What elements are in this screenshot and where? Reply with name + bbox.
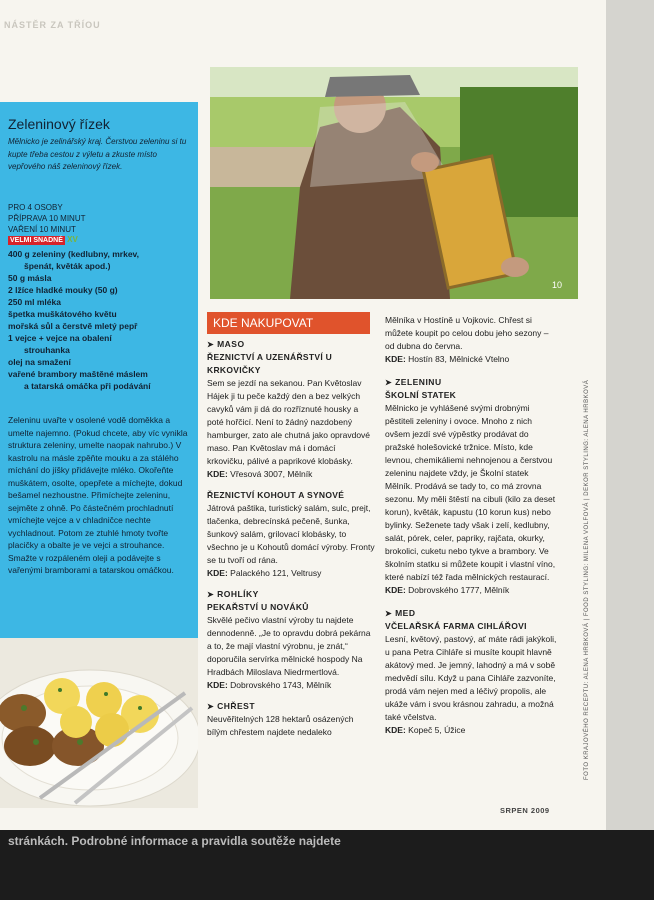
ingredient: 400 g zeleniny (kedlubny, mrkev, (8, 249, 140, 259)
shop-name: PEKAŘSTVÍ U NOVÁKŮ (207, 602, 309, 612)
arrow-icon: ➤ (207, 590, 215, 599)
page-header-ghost: NÁSTĚR ZA TŘÍOU (4, 20, 101, 30)
ingredient: 1 vejce + vejce na obalení (8, 333, 112, 343)
ingredient: a tatarská omáčka při podávání (24, 381, 151, 391)
shop-address: KDE: Palackého 121, Veltrusy (207, 568, 322, 578)
ingredient: olej na smažení (8, 357, 71, 367)
arrow-icon: ➤ (385, 378, 393, 387)
shop-text: Lesní, květový, pastový, ať máte rádi jakýkoli, u pana Petra Cihláře si musíte koupit hlavně akátový med. Je jemný, lahodný a má v sobě medvědí sílu. Když u pana Cihláře zazvoníte, prodá vám nejen med a léčivý propolis, ale ukáže vám i svou krásnou zahradu, a možná také včelstva. (385, 634, 557, 722)
recipe-procedure: Zeleninu uvařte v osolené vodě doměkka a umelte najemno. (Pokud chcete, aby víc vynikla struktura zeleniny, umelte naopak nahrubo.) V kastrolu na másle zpěňte mouku a za stálého míchání do jíšky přidávejte mléko. Okořeňte muškátem, osolte, opepřete a míchejte, dokud bešamel nezhoustne. Přimíchejte zeleninu, sejměte z ohně. Po částečném prochladnutí vmíchejte vejce a v chladničce nechte vychladnout. Potom ze ztuhlé hmoty tvořte placičky a obalte je ve vejci a strouhance. Smažte v rozpáleném oleji a podávejte s vařenými bramborami a tatarskou omáčkou. (8, 415, 188, 575)
shop-name: ŠKOLNÍ STATEK (385, 390, 457, 400)
shop-text: Sem se jezdí na sekanou. Pan Květoslav Hájek ji tu peče každý den a bez velkých cavyků vám ji dá do rozříznuté housky a poté hořčicí. Není to žádný nazdobený hamburger, zato ale chutná jako opravdové maso. Pan Květoslav má i domácí krkovičku, pálivé a paprikové klobásky. (207, 378, 371, 466)
shop-name: ŘEZNICTVÍ KOHOUT A SYNOVÉ (207, 490, 345, 500)
shop-text: Mělníka v Hostíně u Vojkovic. Chřest si můžete koupit po celou dobu jeho sezony – od dubna do června. (385, 315, 549, 351)
recipe-meta (8, 202, 86, 235)
category-heading: ➤ CHŘEST (207, 701, 256, 711)
shopping-column-right (385, 314, 557, 739)
category-heading: ➤ ROHLÍKY (207, 589, 259, 599)
cook-time: VAŘENÍ 10 MINUT (8, 225, 76, 234)
recipe-title: Zeleninový řízek (8, 116, 110, 132)
shop-name: ŘEZNICTVÍ A UZENÁŘSTVÍ U KRKOVIČKY (207, 352, 333, 375)
ingredient: 250 ml mléka (8, 297, 61, 307)
shop-address: KDE: Hostín 83, Mělnické Vtelno (385, 354, 510, 364)
photo-credits: FOTO KRAJOVÉHO RECEPTU: ALENA HRBKOVÁ | FOOD STYLING: MILENA VOLFOVÁ | DEKOR STYLING: ALENA HRBKOVÁ (584, 379, 590, 780)
ingredient: strouhanka (24, 345, 70, 355)
issue-footer: SRPEN 2009 (500, 806, 550, 815)
arrow-icon: ➤ (207, 702, 215, 711)
shop-text: Neuvěřitelných 128 hektarů osázených bílým chřestem najdete nedaleko (207, 714, 354, 737)
next-page-text: stránkách. Podrobné informace a pravidla soutěže najdete (8, 834, 341, 848)
photo-number: 10 (552, 280, 563, 290)
ingredient: mořská sůl a čerstvě mletý pepř (8, 321, 138, 331)
next-page-strip (0, 830, 654, 900)
ingredient: 2 lžíce hladké mouky (50 g) (8, 285, 118, 295)
shop-text: Skvělé pečivo vlastní výroby tu najdete dennodenně. „Je to opravdu dobrá pekárna a to, že mají vlastní výrobnu, je znát,“ doporučila servírka mělnické hospody Na Hradbách Miloslava Niedrmertlová. (207, 615, 371, 677)
difficulty (8, 235, 78, 244)
food-photo (0, 638, 198, 808)
adjacent-page-edge (606, 0, 654, 830)
recipe-box (0, 102, 198, 640)
shopping-column-middle (207, 338, 375, 739)
arrow-icon: ➤ (207, 340, 215, 349)
category-heading: ➤ MED (385, 608, 416, 618)
shop-address: KDE: Vřesová 3007, Mělník (207, 469, 313, 479)
shopping-banner (207, 312, 370, 334)
recipe-intro: Mělnicko je zelinářský kraj. Čerstvou zeleninu si tu kupte třeba cestou z výletu a zkuste místo vepřového náš zeleninový řízek. (8, 137, 187, 171)
shop-text: Játrová paštika, turistický salám, sulc, prejt, tlačenka, debrecínská pečeně, šunka, šunkový salám, grilovací klobásky, to všechno je u Kohoutů domácí výroby. Fronty se tu tvoří od rána. (207, 503, 375, 565)
ingredient: vařené brambory maštěné máslem (8, 369, 148, 379)
difficulty-marks: XV (67, 235, 78, 244)
difficulty-badge: VELMI SNADNÉ (10, 237, 63, 244)
ingredients-list (8, 248, 196, 392)
shop-address: KDE: Kopeč 5, Úžice (385, 725, 466, 735)
ingredient: špenát, květák apod.) (24, 261, 111, 271)
category-heading: ➤ ZELENINU (385, 377, 442, 387)
prep-time: PŘÍPRAVA 10 MINUT (8, 214, 86, 223)
ingredient: 50 g másla (8, 273, 52, 283)
shop-name: VČELAŘSKÁ FARMA CIHLÁŘOVI (385, 621, 527, 631)
servings: PRO 4 OSOBY (8, 203, 63, 212)
arrow-icon: ➤ (385, 609, 393, 618)
shop-address: KDE: Dobrovského 1743, Mělník (207, 680, 332, 690)
shop-text: Mělnicko je vyhlášené svými drobnými pěstiteli zeleniny i ovoce. Mnoho z nich ovšem jezdí své výpěstky prodávat do pražské holešovické tržnice. Místo, kde levnou, chemikáliemi nehnojenou a čerstvou zeleninu najdete vždy, je Školní statek Mělník. Prodává se tady to, co má zrovna sezonu. My měli štěstí na cibuli (kilo za deset korun), květák, kapustu (10 korun kus) nebo bylinky. Seženete tady však i zelí, kedlubny, salát, pórek, celer, papriky, rajčata, okurky, brokolici, cuketu nebo tykve a brambory. Ve školním statku si můžete koupit i vlastní víno, které nabízí též řada mělnických restaurací. (385, 403, 556, 582)
shopping-banner-label: KDE NAKUPOVAT (213, 316, 314, 330)
ingredient: špetka muškátového květu (8, 309, 117, 319)
shop-address: KDE: Dobrovského 1777, Mělník (385, 585, 510, 595)
category-heading: ➤ MASO (207, 339, 245, 349)
beekeeper-photo (210, 67, 578, 299)
